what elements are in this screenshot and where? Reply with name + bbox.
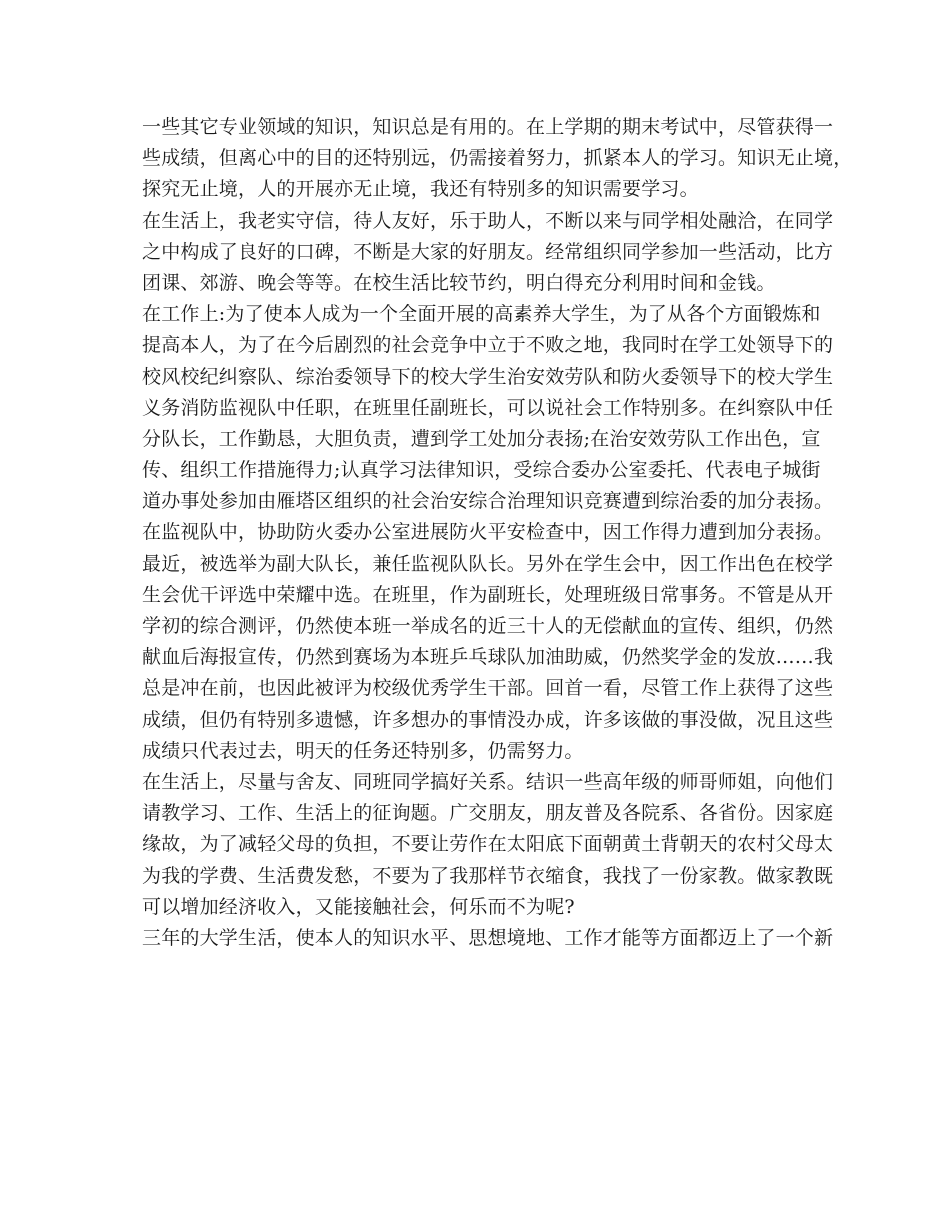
text-line: 为我的学费、生活费发愁，不要为了我那样节衣缩食，我找了一份家教。做家教既	[142, 864, 834, 887]
document-body	[142, 112, 853, 954]
text-line: 在生活上，我老实守信，待人友好，乐于助人，不断以来与同学相处融洽，在同学	[142, 209, 834, 232]
text-line: 义务消防监视队中任职，在班里任副班长，可以说社会工作特别多。在纠察队中任	[142, 396, 834, 419]
text-line: 总是冲在前，也因此被评为校级优秀学生干部。回首一看，尽管工作上获得了这些	[142, 677, 834, 700]
text-line: 之中构成了良好的口碑，不断是大家的好朋友。经常组织同学参加一些活动，比方	[142, 240, 834, 263]
text-line: 团课、郊游、晚会等等。在校生活比较节约，明白得充分利用时间和金钱。	[142, 271, 776, 294]
text-line: 学初的综合测评，仍然使本班一举成名的近三十人的无偿献血的宣传、组织，仍然	[142, 615, 834, 637]
text-line: 提高本人，为了在今后剧烈的社会竞争中立于不败之地，我同时在学工处领导下的	[142, 334, 834, 357]
text-line: 生会优干评选中荣耀中选。在班里，作为副班长，处理班级日常事务。不管是从开	[142, 583, 834, 606]
text-line: 请教学习、工作、生活上的征询题。广交朋友，朋友普及各院系、各省份。因家庭	[142, 802, 834, 825]
text-line: 校风校纪纠察队、综治委领导下的校大学生治安效劳队和防火委领导下的校大学生	[142, 365, 834, 388]
text-line: 一些其它专业领域的知识，知识总是有用的。在上学期的期末考试中，尽管获得一	[142, 116, 834, 138]
text-line: 探究无止境，人的开展亦无止境，我还有特别多的知识需要学习。	[142, 178, 699, 201]
text-line: 成绩只代表过去，明天的任务还特别多，仍需努力。	[142, 739, 584, 762]
text-line: 分队长，工作勤恳，大胆负责，遭到学工处加分表扬;在治安效劳队工作出色，宣	[142, 427, 821, 450]
text-line: 传、组织工作措施得力;认真学习法律知识，受综合委办公室委托、代表电子城街	[142, 459, 821, 482]
text-line: 成绩，但仍有特别多遗憾，许多想办的事情没办成，许多该做的事没做，况且这些	[142, 708, 834, 731]
text-line: 在生活上，尽量与舍友、同班同学搞好关系。结识一些高年级的师哥师姐，向他们	[142, 770, 834, 793]
text-line: 最近，被选举为副大队长，兼任监视队队长。另外在学生会中，因工作出色在校学	[142, 552, 834, 575]
text-line: 些成绩，但离心中的目的还特别远，仍需接着努力，抓紧本人的学习。知识无止境，	[142, 147, 853, 170]
text-line: 缘故，为了减轻父母的负担，不要让劳作在太阳底下面朝黄土背朝天的农村父母太	[142, 833, 834, 856]
text-line: 可以增加经济收入，又能接触社会，何乐而不为呢?	[142, 895, 575, 918]
text-line: 在监视队中，协助防火委办公室进展防火平安检查中，因工作得力遭到加分表扬。	[142, 521, 834, 544]
text-line: 献血后海报宣传，仍然到赛场为本班乒乓球队加油助威，仍然奖学金的发放……我	[142, 646, 834, 669]
text-line: 在工作上:为了使本人成为一个全面开展的高素养大学生，为了从各个方面锻炼和	[142, 303, 821, 326]
text-line: 三年的大学生活，使本人的知识水平、思想境地、工作才能等方面都迈上了一个新	[142, 926, 834, 949]
text-line: 道办事处参加由雁塔区组织的社会治安综合治理知识竞赛遭到综治委的加分表扬。	[142, 490, 834, 513]
